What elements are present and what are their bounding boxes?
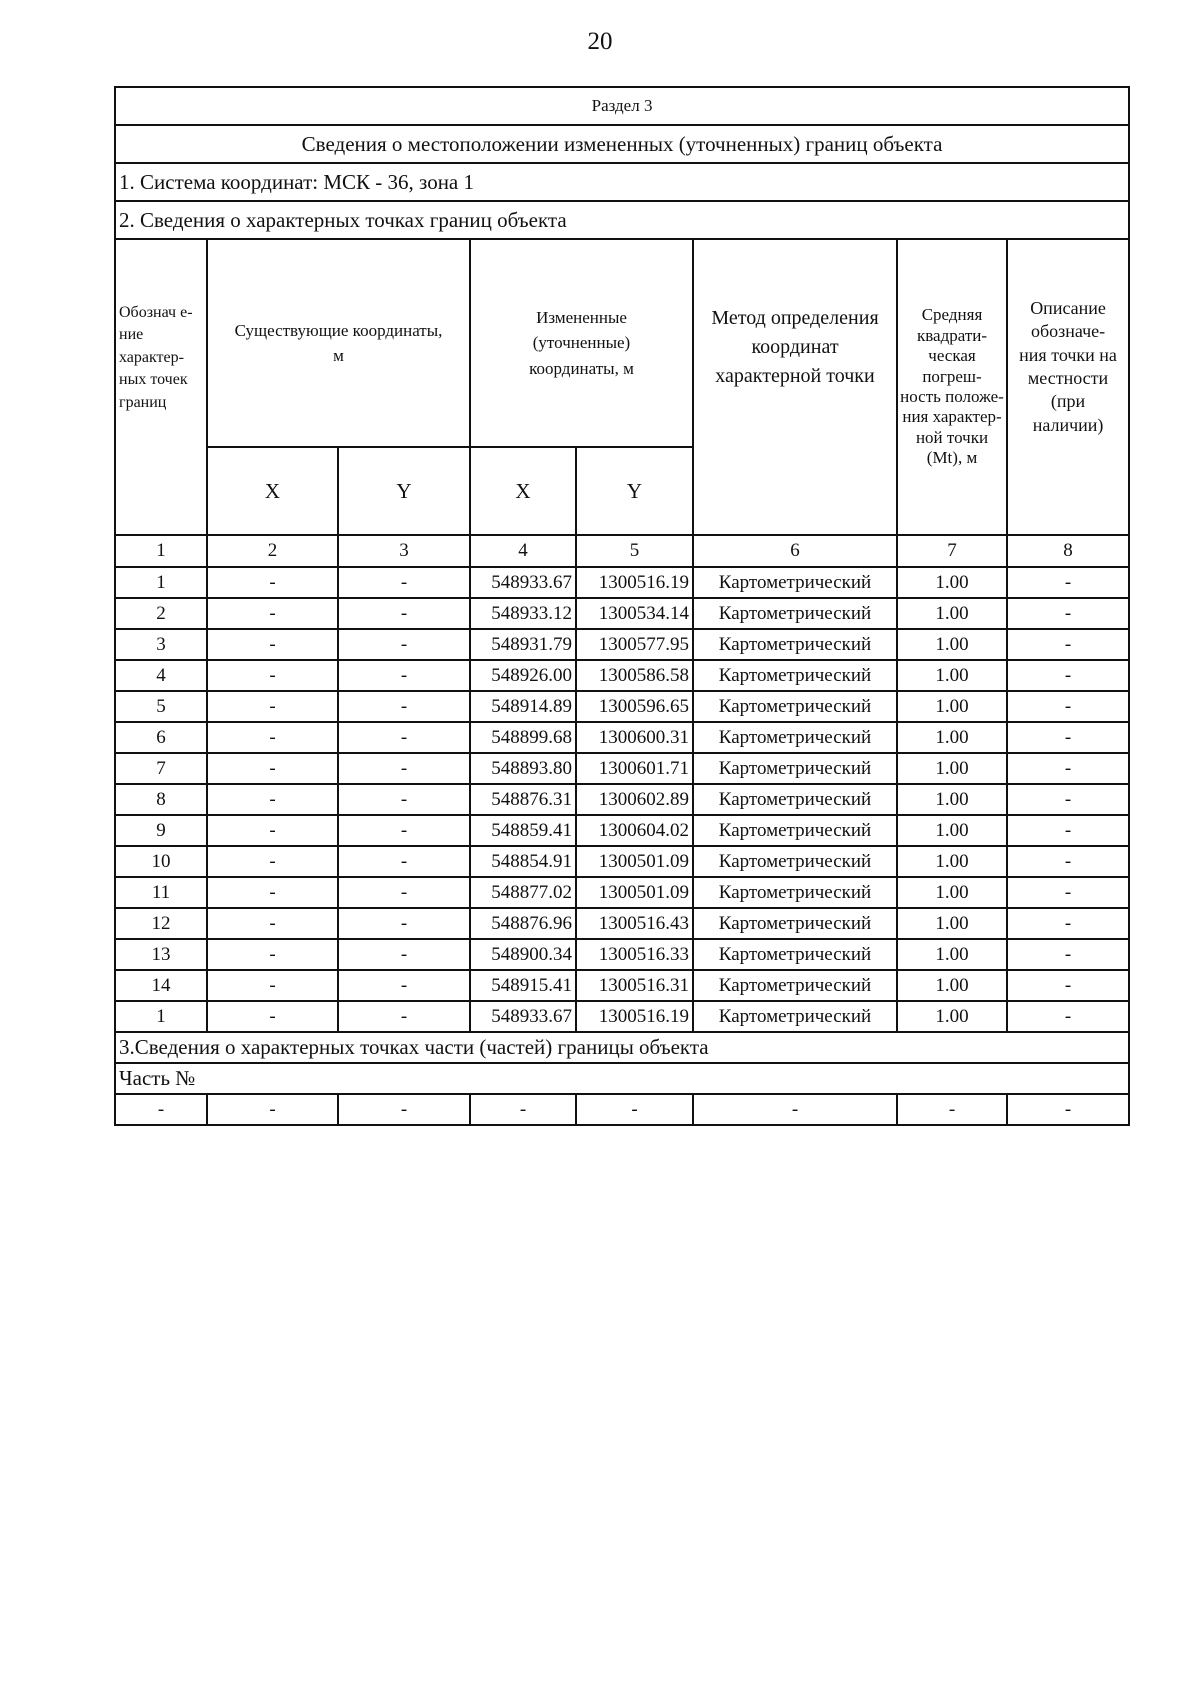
existing-x: - — [207, 691, 338, 722]
empty-cell: - — [576, 1094, 693, 1125]
changed-y: 1300602.89 — [576, 784, 693, 815]
changed-y: 1300534.14 — [576, 598, 693, 629]
table-row — [115, 815, 1129, 846]
description: - — [1007, 846, 1129, 877]
description: - — [1007, 815, 1129, 846]
changed-y: 1300516.19 — [576, 567, 693, 598]
changed-x: 548877.02 — [470, 877, 576, 908]
existing-x: - — [207, 939, 338, 970]
method: Картометрический — [693, 567, 897, 598]
header-designation: Обознач е-ние характер- ных точек границ — [115, 239, 207, 535]
existing-y: - — [338, 815, 470, 846]
point-number: 1 — [115, 1001, 207, 1032]
table-row — [115, 629, 1129, 660]
header-existing-coordinates: Существующие координаты, м — [207, 239, 470, 447]
changed-x: 548931.79 — [470, 629, 576, 660]
table-row — [115, 753, 1129, 784]
coordinate-system: 1. Система координат: МСК - 36, зона 1 — [115, 163, 1129, 201]
mean-error: 1.00 — [897, 722, 1007, 753]
empty-cell: - — [338, 1094, 470, 1125]
changed-x: 548876.31 — [470, 784, 576, 815]
table-row — [115, 939, 1129, 970]
header-existing-x: X — [207, 447, 338, 535]
existing-y: - — [338, 691, 470, 722]
table-row — [115, 908, 1129, 939]
column-number: 6 — [693, 535, 897, 567]
empty-cell: - — [470, 1094, 576, 1125]
point-number: 1 — [115, 567, 207, 598]
section-subtitle: Сведения о местоположении измененных (уточненных) границ объекта — [115, 125, 1129, 163]
existing-x: - — [207, 970, 338, 1001]
method: Картометрический — [693, 877, 897, 908]
changed-y: 1300586.58 — [576, 660, 693, 691]
existing-y: - — [338, 629, 470, 660]
description: - — [1007, 784, 1129, 815]
changed-x: 548933.67 — [470, 1001, 576, 1032]
point-rows — [115, 567, 1129, 1032]
column-numbers-row — [115, 535, 1129, 567]
point-number: 14 — [115, 970, 207, 1001]
mean-error: 1.00 — [897, 629, 1007, 660]
table-row — [115, 1001, 1129, 1032]
table-row — [115, 722, 1129, 753]
method: Картометрический — [693, 908, 897, 939]
existing-x: - — [207, 1001, 338, 1032]
method: Картометрический — [693, 660, 897, 691]
mean-error: 1.00 — [897, 598, 1007, 629]
existing-x: - — [207, 753, 338, 784]
changed-y: 1300516.43 — [576, 908, 693, 939]
description: - — [1007, 691, 1129, 722]
point-number: 5 — [115, 691, 207, 722]
description: - — [1007, 970, 1129, 1001]
header-mean-error: Средняя квадрати- ческая погреш- ность положе- ния характер- ной точки (Mt), м — [897, 239, 1007, 535]
changed-x: 548893.80 — [470, 753, 576, 784]
existing-y: - — [338, 753, 470, 784]
mean-error: 1.00 — [897, 784, 1007, 815]
existing-y: - — [338, 846, 470, 877]
table-row — [115, 877, 1129, 908]
header-changed-x: X — [470, 447, 576, 535]
point-number: 13 — [115, 939, 207, 970]
boundary-points-table — [114, 86, 1130, 1126]
method: Картометрический — [693, 784, 897, 815]
empty-cell: - — [115, 1094, 207, 1125]
empty-cell: - — [897, 1094, 1007, 1125]
column-number: 7 — [897, 535, 1007, 567]
description: - — [1007, 722, 1129, 753]
description: - — [1007, 1001, 1129, 1032]
mean-error: 1.00 — [897, 970, 1007, 1001]
existing-x: - — [207, 908, 338, 939]
table-row — [115, 598, 1129, 629]
point-number: 2 — [115, 598, 207, 629]
changed-x: 548899.68 — [470, 722, 576, 753]
changed-y: 1300501.09 — [576, 846, 693, 877]
table-row — [115, 567, 1129, 598]
mean-error: 1.00 — [897, 691, 1007, 722]
point-number: 6 — [115, 722, 207, 753]
existing-y: - — [338, 908, 470, 939]
changed-x: 548926.00 — [470, 660, 576, 691]
changed-y: 1300600.31 — [576, 722, 693, 753]
mean-error: 1.00 — [897, 908, 1007, 939]
column-number: 1 — [115, 535, 207, 567]
point-number: 7 — [115, 753, 207, 784]
column-number: 5 — [576, 535, 693, 567]
mean-error: 1.00 — [897, 567, 1007, 598]
table-row — [115, 691, 1129, 722]
point-number: 12 — [115, 908, 207, 939]
method: Картометрический — [693, 691, 897, 722]
method: Картометрический — [693, 846, 897, 877]
existing-y: - — [338, 722, 470, 753]
description: - — [1007, 908, 1129, 939]
mean-error: 1.00 — [897, 939, 1007, 970]
method: Картометрический — [693, 598, 897, 629]
empty-part-row — [115, 1094, 1129, 1125]
existing-x: - — [207, 660, 338, 691]
changed-y: 1300516.33 — [576, 939, 693, 970]
changed-x: 548914.89 — [470, 691, 576, 722]
existing-x: - — [207, 567, 338, 598]
parts-heading: 3.Сведения о характерных точках части (частей) границы объекта — [115, 1032, 1129, 1063]
column-number: 3 — [338, 535, 470, 567]
existing-x: - — [207, 815, 338, 846]
changed-x: 548859.41 — [470, 815, 576, 846]
description: - — [1007, 939, 1129, 970]
point-number: 11 — [115, 877, 207, 908]
changed-y: 1300516.31 — [576, 970, 693, 1001]
empty-cell: - — [1007, 1094, 1129, 1125]
method: Картометрический — [693, 815, 897, 846]
changed-x: 548933.67 — [470, 567, 576, 598]
empty-cell: - — [207, 1094, 338, 1125]
mean-error: 1.00 — [897, 1001, 1007, 1032]
table-row — [115, 846, 1129, 877]
existing-y: - — [338, 877, 470, 908]
header-changed-coordinates: Измененные (уточненные) координаты, м — [470, 239, 693, 447]
changed-y: 1300501.09 — [576, 877, 693, 908]
header-description: Описание обозначе- ния точки на местности (при наличии) — [1007, 239, 1129, 535]
header-changed-y: Y — [576, 447, 693, 535]
existing-x: - — [207, 877, 338, 908]
header-existing-y: Y — [338, 447, 470, 535]
changed-x: 548876.96 — [470, 908, 576, 939]
description: - — [1007, 598, 1129, 629]
mean-error: 1.00 — [897, 846, 1007, 877]
point-number: 10 — [115, 846, 207, 877]
mean-error: 1.00 — [897, 660, 1007, 691]
existing-y: - — [338, 660, 470, 691]
changed-x: 548900.34 — [470, 939, 576, 970]
method: Картометрический — [693, 629, 897, 660]
table-row — [115, 784, 1129, 815]
existing-x: - — [207, 629, 338, 660]
existing-y: - — [338, 567, 470, 598]
point-number: 3 — [115, 629, 207, 660]
point-number: 4 — [115, 660, 207, 691]
description: - — [1007, 629, 1129, 660]
existing-y: - — [338, 1001, 470, 1032]
changed-x: 548854.91 — [470, 846, 576, 877]
description: - — [1007, 567, 1129, 598]
changed-y: 1300601.71 — [576, 753, 693, 784]
method: Картометрический — [693, 722, 897, 753]
section-title: Раздел 3 — [115, 87, 1129, 125]
changed-y: 1300516.19 — [576, 1001, 693, 1032]
header-method: Метод определения координат характерной точки — [693, 239, 897, 535]
changed-y: 1300577.95 — [576, 629, 693, 660]
existing-y: - — [338, 970, 470, 1001]
point-number: 9 — [115, 815, 207, 846]
point-number: 8 — [115, 784, 207, 815]
column-number: 4 — [470, 535, 576, 567]
column-number: 2 — [207, 535, 338, 567]
table-row — [115, 660, 1129, 691]
existing-x: - — [207, 598, 338, 629]
empty-cell: - — [693, 1094, 897, 1125]
mean-error: 1.00 — [897, 753, 1007, 784]
existing-x: - — [207, 784, 338, 815]
method: Картометрический — [693, 753, 897, 784]
method: Картометрический — [693, 939, 897, 970]
method: Картометрический — [693, 970, 897, 1001]
changed-y: 1300596.65 — [576, 691, 693, 722]
method: Картометрический — [693, 1001, 897, 1032]
column-number: 8 — [1007, 535, 1129, 567]
changed-y: 1300604.02 — [576, 815, 693, 846]
description: - — [1007, 877, 1129, 908]
part-label: Часть № — [115, 1063, 1129, 1094]
existing-x: - — [207, 846, 338, 877]
changed-x: 548933.12 — [470, 598, 576, 629]
table-row — [115, 970, 1129, 1001]
existing-y: - — [338, 939, 470, 970]
mean-error: 1.00 — [897, 815, 1007, 846]
existing-y: - — [338, 784, 470, 815]
description: - — [1007, 660, 1129, 691]
changed-x: 548915.41 — [470, 970, 576, 1001]
page-number: 20 — [587, 28, 613, 55]
existing-x: - — [207, 722, 338, 753]
points-heading: 2. Сведения о характерных точках границ объекта — [115, 201, 1129, 239]
mean-error: 1.00 — [897, 877, 1007, 908]
description: - — [1007, 753, 1129, 784]
existing-y: - — [338, 598, 470, 629]
